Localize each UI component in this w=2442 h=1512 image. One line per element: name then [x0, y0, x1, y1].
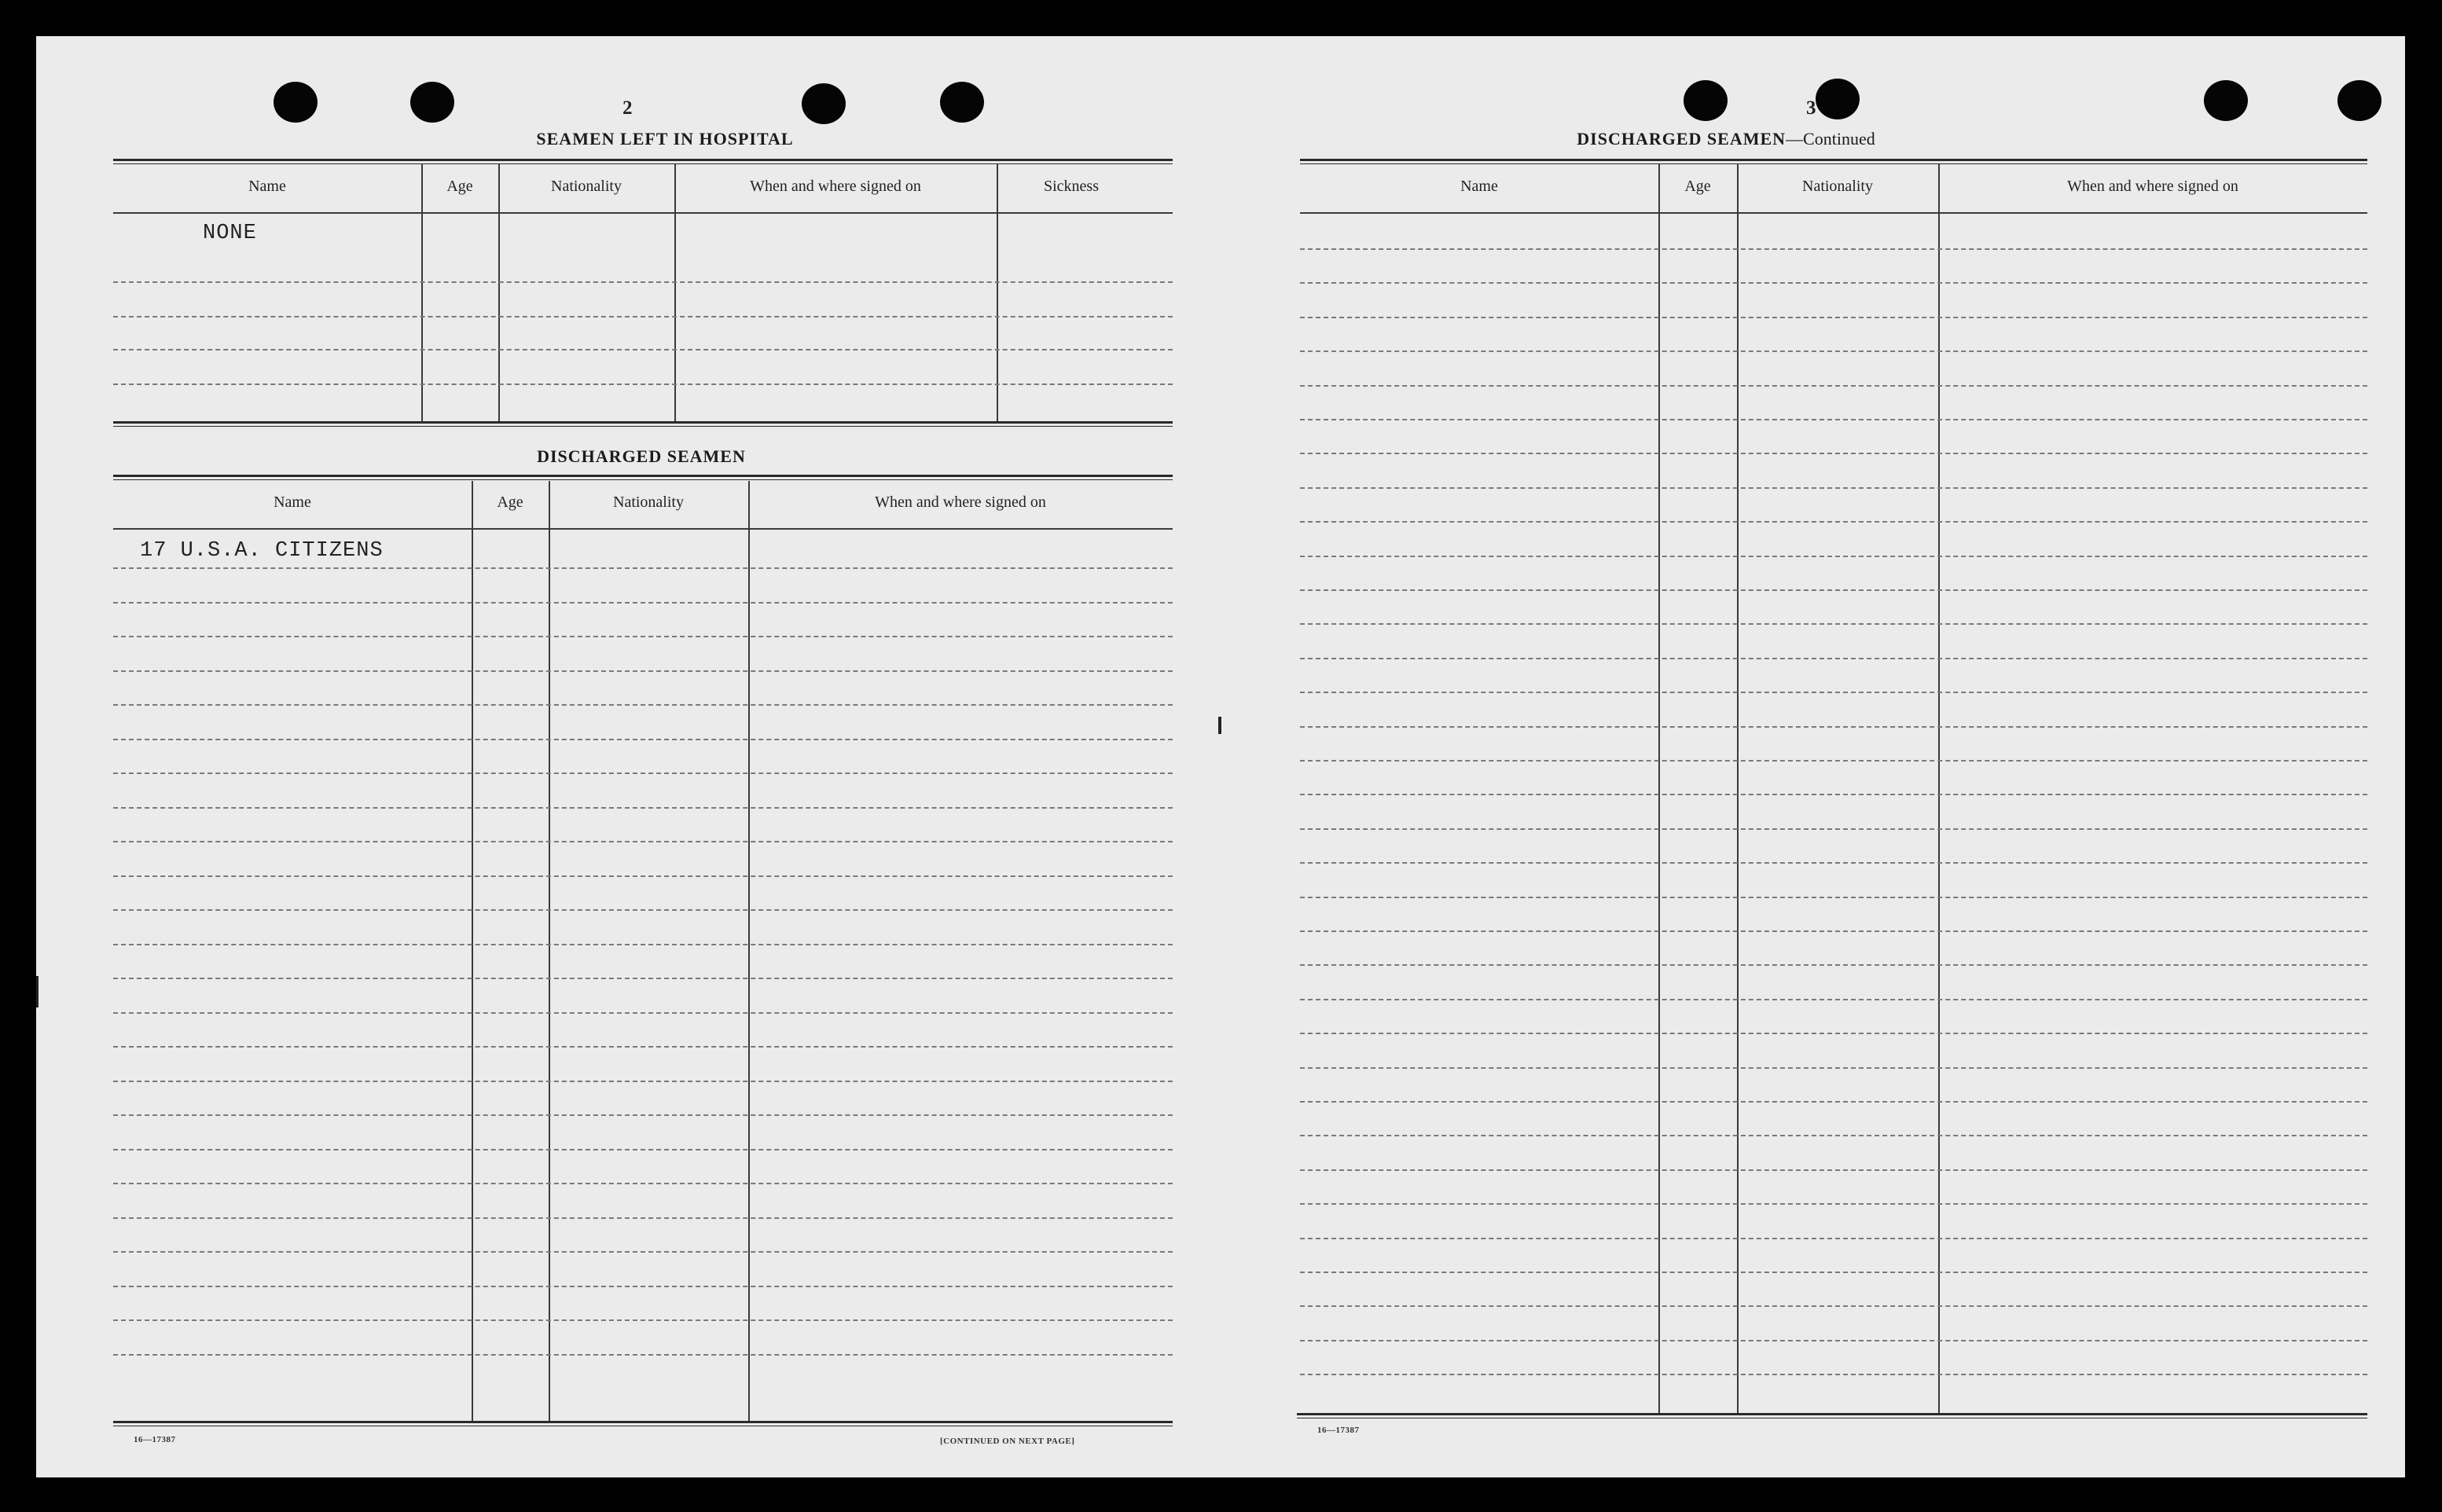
form-number: 16—17387: [134, 1435, 176, 1444]
column-header-age: Age: [446, 178, 473, 195]
ruled-line: [113, 670, 1173, 672]
ruled-line: [113, 1183, 1173, 1184]
column-header-signed-on: When and where signed on: [2067, 178, 2238, 195]
punch-hole: [1684, 80, 1728, 121]
ruled-line: [113, 978, 1173, 979]
section-title-discharged-continued: [1333, 129, 2119, 149]
column-divider: [549, 481, 550, 1421]
ruled-line: [1300, 1203, 2367, 1205]
double-rule: [113, 475, 1173, 480]
section-title-text: DISCHARGED SEAMEN: [1577, 129, 1787, 149]
ruled-line: [113, 281, 1173, 283]
punch-hole: [410, 82, 454, 123]
column-header-name: Name: [1460, 178, 1498, 195]
ruled-line: [113, 384, 1173, 385]
ruled-line: [1300, 623, 2367, 625]
ruled-line: [113, 875, 1173, 877]
ruled-line: [1300, 1067, 2367, 1069]
scan-mark: [36, 976, 39, 1007]
ruled-line: [1300, 964, 2367, 966]
double-rule: [113, 159, 1173, 164]
ruled-line: [1300, 385, 2367, 387]
double-rule: [113, 1421, 1173, 1426]
punch-hole: [940, 82, 984, 123]
column-header-nationality: Nationality: [551, 178, 622, 195]
ruled-line: [113, 1046, 1173, 1048]
header-rule: [113, 212, 1173, 214]
ruled-line: [113, 944, 1173, 945]
column-divider: [748, 481, 750, 1421]
ruled-line: [1300, 999, 2367, 1000]
column-divider: [472, 481, 473, 1421]
ruled-line: [1300, 897, 2367, 898]
ruled-line: [1300, 487, 2367, 489]
ruled-line: [1300, 862, 2367, 864]
punch-hole: [2204, 80, 2248, 121]
page-number: 3: [1806, 97, 1816, 119]
ruled-line: [1300, 1238, 2367, 1239]
ruled-line: [1300, 658, 2367, 659]
column-header-signed-on: When and where signed on: [750, 178, 921, 195]
header-rule: [1300, 212, 2367, 214]
ruled-line: [1300, 282, 2367, 284]
ruled-line: [113, 1217, 1173, 1219]
ruled-line: [113, 1081, 1173, 1082]
ruled-line: [113, 841, 1173, 842]
form-number: 16—17387: [1317, 1426, 1360, 1435]
column-header-sickness: Sickness: [1044, 178, 1099, 195]
ruled-line: [1300, 589, 2367, 591]
punch-hole: [1816, 79, 1860, 119]
hospital-entry-name: NONE: [203, 222, 257, 245]
column-header-nationality: Nationality: [1802, 178, 1873, 195]
ruled-line: [1300, 317, 2367, 318]
ruled-line: [113, 1149, 1173, 1151]
ruled-line: [1300, 556, 2367, 557]
ruled-line: [113, 316, 1173, 317]
ruled-line: [113, 773, 1173, 774]
page-number: 2: [622, 97, 633, 119]
section-title-hospital: SEAMEN LEFT IN HOSPITAL: [536, 129, 794, 149]
scan-mark: [1218, 717, 1221, 734]
punch-hole: [274, 82, 318, 123]
ruled-line: [113, 1354, 1173, 1356]
column-header-age: Age: [497, 494, 523, 511]
ruled-line: [1300, 1272, 2367, 1273]
ruled-line: [1300, 760, 2367, 762]
ruled-line: [1300, 1305, 2367, 1307]
ruled-line: [1300, 1374, 2367, 1375]
ruled-line: [1300, 453, 2367, 454]
ruled-line: [113, 807, 1173, 809]
ruled-line: [113, 1012, 1173, 1014]
ruled-line: [1300, 350, 2367, 352]
ruled-line: [113, 567, 1173, 569]
ruled-line: [113, 1286, 1173, 1287]
ruled-line: [1300, 1169, 2367, 1171]
ruled-line: [113, 704, 1173, 706]
ruled-line: [1300, 248, 2367, 250]
ruled-line: [1300, 692, 2367, 693]
ruled-line: [1300, 930, 2367, 932]
ruled-line: [1300, 419, 2367, 420]
double-rule: [1300, 159, 2367, 164]
discharged-entry-name: 17 U.S.A. CITIZENS: [140, 539, 384, 563]
ruled-line: [113, 739, 1173, 740]
column-header-age: Age: [1684, 178, 1711, 195]
ruled-line: [1300, 1135, 2367, 1136]
double-rule: [1297, 1413, 2367, 1418]
ruled-line: [113, 1319, 1173, 1321]
ruled-line: [113, 909, 1173, 911]
ruled-line: [1300, 1340, 2367, 1341]
ruled-line: [113, 1251, 1173, 1253]
ruled-line: [113, 602, 1173, 604]
punch-hole: [802, 83, 846, 124]
punch-hole: [2337, 80, 2381, 121]
ruled-line: [1300, 521, 2367, 523]
ruled-line: [1300, 828, 2367, 830]
ruled-line: [1300, 726, 2367, 728]
double-rule: [113, 421, 1173, 427]
section-title-discharged: DISCHARGED SEAMEN: [537, 446, 746, 466]
section-title-suffix: —Continued: [1786, 129, 1875, 149]
column-header-name: Name: [248, 178, 286, 195]
column-header-name: Name: [274, 494, 311, 511]
ruled-line: [1300, 1033, 2367, 1034]
continued-note: [CONTINUED ON NEXT PAGE]: [940, 1437, 1075, 1446]
ruled-line: [113, 636, 1173, 637]
ruled-line: [113, 1114, 1173, 1116]
ruled-line: [1300, 794, 2367, 795]
ruled-line: [113, 349, 1173, 350]
ruled-line: [1300, 1101, 2367, 1103]
document-sheet: [36, 36, 2405, 1477]
header-rule: [113, 528, 1173, 530]
column-header-nationality: Nationality: [613, 494, 684, 511]
column-header-signed-on: When and where signed on: [875, 494, 1046, 511]
